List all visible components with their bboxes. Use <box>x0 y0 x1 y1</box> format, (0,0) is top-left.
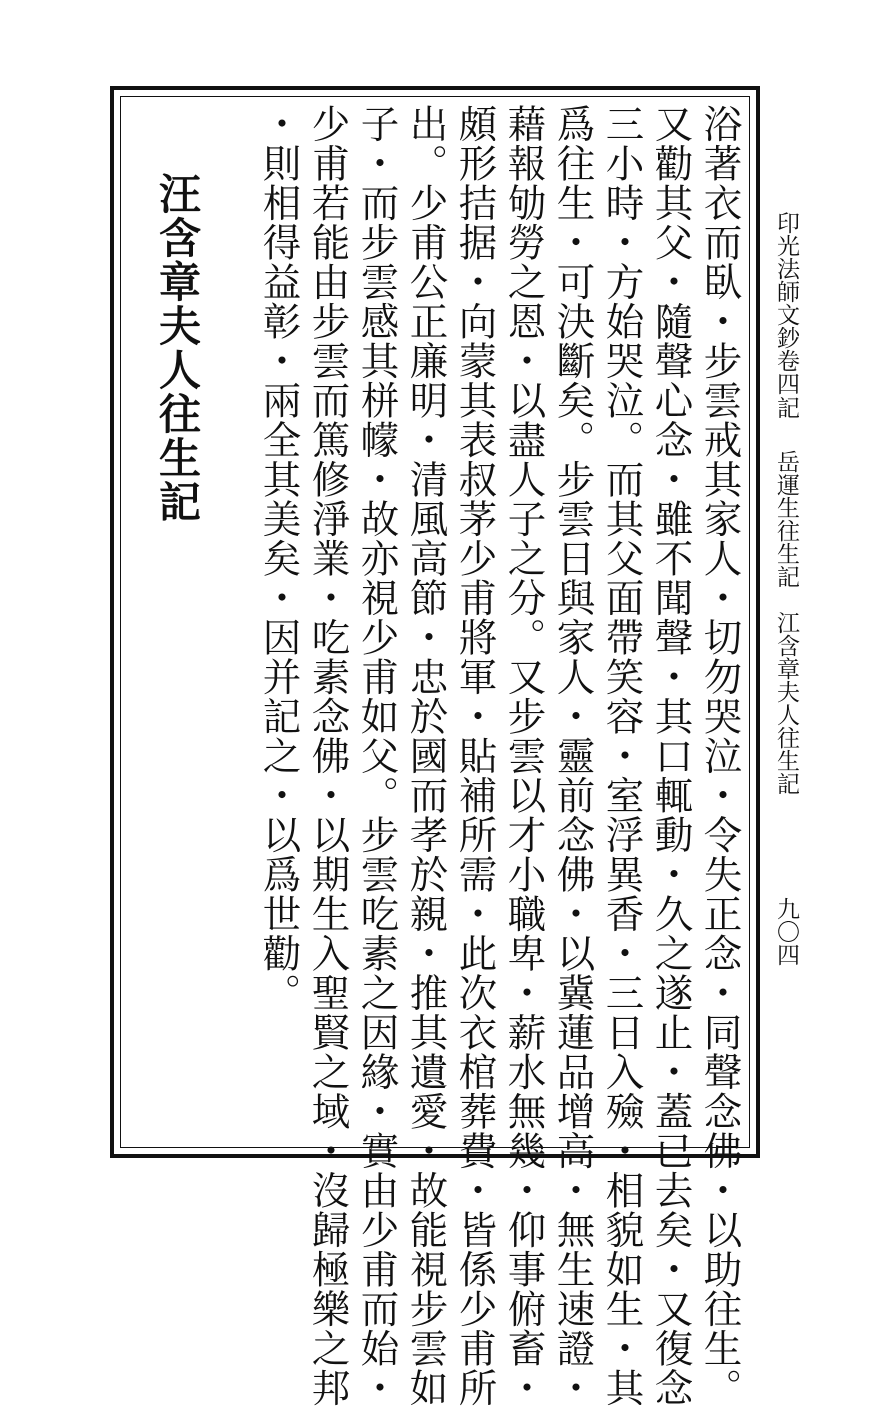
body-column-4: 爲往生・可決斷矣。步雲日與家人・靈前念佛・以冀蓮品增高・無生速證・ <box>550 104 596 1408</box>
body-column-3: 三小時・方始哭泣。而其父面帶笑容・室浮異香・三日入殮・相貌如生・其 <box>599 104 645 1408</box>
page-number: 九〇四 <box>773 897 799 966</box>
section-label: 記 <box>773 396 799 419</box>
body-column-9: 少甫若能由步雲而篤修淨業・吃素念佛・以期生入聖賢之域・沒歸極樂之邦 <box>305 104 351 1408</box>
body-column-2: 又勸其父・隨聲心念・雖不聞聲・其口輒動・久之遂止・蓋已去矣・又復念 <box>648 104 694 1408</box>
body-column-8: 子・而步雲感其栟幪・故亦視少甫如父。步雲吃素之因緣・實由少甫而始・ <box>354 104 400 1408</box>
book-title: 印光法師文鈔卷四 <box>773 211 799 395</box>
body-column-7: 出。少甫公正廉明・清風高節・忠於國而孝於親・推其遺愛・故能視步雲如 <box>403 104 449 1408</box>
body-column-10: ・則相得益彰・兩全其美矣・因并記之・以爲世勸。 <box>256 104 302 1013</box>
chapter-titles: 岳運生往生記 江含章夫人往生記 <box>773 450 799 795</box>
essay-title: 汪含章夫人往生記 <box>153 172 202 524</box>
body-column-6: 頗形拮据・向蒙其表叔茅少甫將軍・貼補所需・此次衣棺葬費・皆係少甫所 <box>452 104 498 1408</box>
body-column-5: 藉報劬勞之恩・以盡人子之分。又步雲以才小職卑・薪水無幾・仰事俯畜・ <box>501 104 547 1408</box>
body-column-1: 浴著衣而臥・步雲戒其家人・切勿哭泣・令失正念・同聲念佛・以助往生。 <box>697 104 743 1408</box>
